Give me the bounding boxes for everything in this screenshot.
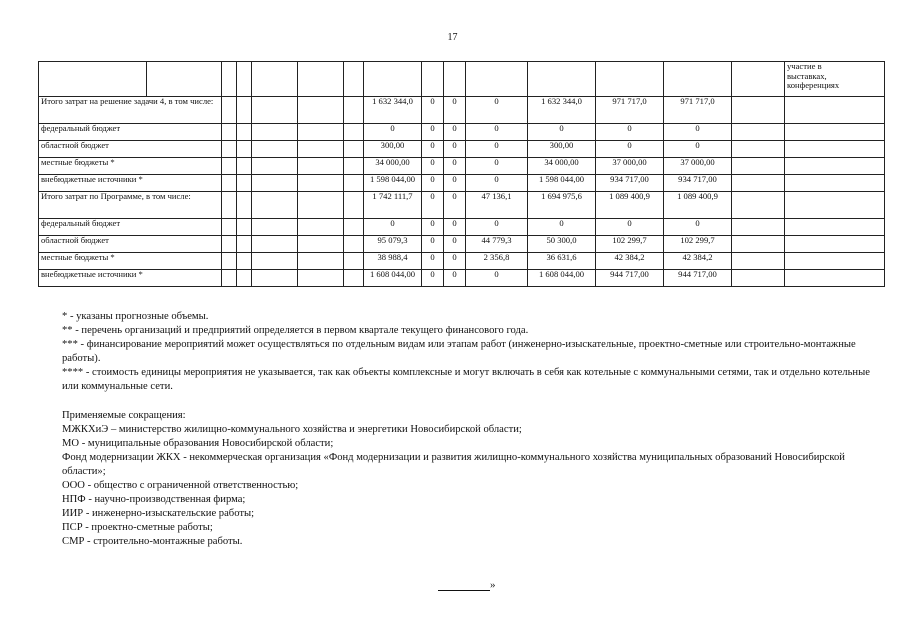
footnote: ** - перечень организаций и предприятий определяется в первом квартале текущего финансового года. — [62, 325, 529, 336]
row-label: областной бюджет — [39, 141, 222, 158]
value-cell: 0 — [444, 192, 466, 219]
table-row — [39, 141, 885, 158]
empty-cell — [298, 236, 344, 253]
value-cell: 934 717,00 — [664, 175, 732, 192]
financing-table — [38, 61, 885, 287]
value-cell: 42 384,2 — [664, 253, 732, 270]
value-cell: 36 631,6 — [528, 253, 596, 270]
empty-cell — [344, 158, 364, 175]
empty-cell — [237, 124, 252, 141]
value-cell: 1 089 400,9 — [596, 192, 664, 219]
value-cell: 1 742 111,7 — [364, 192, 422, 219]
empty-cell — [298, 124, 344, 141]
value-cell: 2 356,8 — [466, 253, 528, 270]
empty-cell — [732, 175, 785, 192]
value-cell: 42 384,2 — [596, 253, 664, 270]
header-note-cell: участие в выставках, конференциях — [785, 62, 885, 97]
empty-cell — [252, 97, 298, 124]
empty-cell — [237, 175, 252, 192]
footnote: *** - финансирование мероприятий может осуществляться по отдельным видам или этапам работ (инженерно-изыскательные, проектно-сметные или строительно-монтажные работы). — [62, 339, 856, 364]
row-label: федеральный бюджет — [39, 124, 222, 141]
empty-cell — [222, 97, 237, 124]
table-row — [39, 158, 885, 175]
empty-cell — [237, 192, 252, 219]
value-cell: 1 608 044,00 — [364, 270, 422, 287]
value-cell: 0 — [596, 219, 664, 236]
value-cell: 0 — [422, 141, 444, 158]
value-cell: 0 — [466, 175, 528, 192]
abbreviation-item: ИИР - инженерно-изыскательские работы; — [62, 508, 255, 519]
empty-cell — [222, 270, 237, 287]
table-row — [39, 124, 885, 141]
row-label: местные бюджеты * — [39, 253, 222, 270]
empty-cell — [344, 124, 364, 141]
value-cell: 0 — [596, 124, 664, 141]
empty-cell — [785, 141, 885, 158]
empty-cell — [252, 236, 298, 253]
empty-cell — [785, 219, 885, 236]
empty-cell — [785, 236, 885, 253]
value-cell: 38 988,4 — [364, 253, 422, 270]
empty-cell — [252, 192, 298, 219]
empty-cell — [252, 219, 298, 236]
empty-cell — [252, 124, 298, 141]
value-cell: 1 632 344,0 — [364, 97, 422, 124]
row-label: местные бюджеты * — [39, 158, 222, 175]
abbreviation-item: МЖКХиЭ – министерство жилищно-коммунального хозяйства и энергетики Новосибирской области; — [62, 424, 522, 435]
value-cell: 34 000,00 — [528, 158, 596, 175]
table-row — [39, 192, 885, 219]
value-cell: 0 — [466, 97, 528, 124]
empty-cell — [237, 270, 252, 287]
value-cell: 0 — [664, 141, 732, 158]
abbreviation-item: НПФ - научно-производственная фирма; — [62, 494, 246, 505]
value-cell: 0 — [422, 270, 444, 287]
empty-cell — [222, 175, 237, 192]
value-cell: 971 717,0 — [596, 97, 664, 124]
empty-cell — [252, 253, 298, 270]
empty-cell — [732, 97, 785, 124]
value-cell: 0 — [444, 270, 466, 287]
value-cell: 0 — [444, 141, 466, 158]
value-cell: 0 — [422, 236, 444, 253]
table-row — [39, 253, 885, 270]
empty-cell — [785, 124, 885, 141]
value-cell: 102 299,7 — [664, 236, 732, 253]
empty-cell — [298, 175, 344, 192]
empty-cell — [732, 192, 785, 219]
value-cell: 0 — [444, 124, 466, 141]
empty-cell — [222, 253, 237, 270]
value-cell: 37 000,00 — [664, 158, 732, 175]
value-cell: 0 — [466, 141, 528, 158]
empty-cell — [222, 141, 237, 158]
empty-cell — [785, 192, 885, 219]
value-cell: 0 — [364, 219, 422, 236]
value-cell: 1 089 400,9 — [664, 192, 732, 219]
empty-cell — [298, 253, 344, 270]
value-cell: 0 — [528, 124, 596, 141]
footnote: * - указаны прогнозные объемы. — [62, 311, 209, 322]
empty-cell — [344, 236, 364, 253]
empty-cell — [252, 175, 298, 192]
empty-cell — [237, 253, 252, 270]
row-label: Итого затрат по Программе, в том числе: — [39, 192, 222, 219]
value-cell: 300,00 — [364, 141, 422, 158]
empty-cell — [298, 158, 344, 175]
value-cell: 0 — [444, 175, 466, 192]
table-row — [39, 236, 885, 253]
value-cell: 95 079,3 — [364, 236, 422, 253]
empty-cell — [785, 97, 885, 124]
table-row — [39, 219, 885, 236]
empty-cell — [732, 253, 785, 270]
value-cell: 0 — [444, 219, 466, 236]
empty-cell — [732, 270, 785, 287]
empty-cell — [785, 270, 885, 287]
empty-cell — [732, 141, 785, 158]
empty-cell — [237, 158, 252, 175]
empty-cell — [344, 141, 364, 158]
row-label: областной бюджет — [39, 236, 222, 253]
value-cell: 300,00 — [528, 141, 596, 158]
empty-cell — [298, 97, 344, 124]
empty-cell — [222, 192, 237, 219]
value-cell: 0 — [466, 270, 528, 287]
value-cell: 0 — [444, 236, 466, 253]
table-row — [39, 97, 885, 124]
abbreviation-item: СМР - строительно-монтажные работы. — [62, 536, 243, 547]
empty-cell — [298, 141, 344, 158]
empty-cell — [237, 219, 252, 236]
value-cell: 934 717,00 — [596, 175, 664, 192]
value-cell: 0 — [596, 141, 664, 158]
value-cell: 37 000,00 — [596, 158, 664, 175]
row-label: внебюджетные источники * — [39, 270, 222, 287]
empty-cell — [237, 236, 252, 253]
value-cell: 44 779,3 — [466, 236, 528, 253]
page-number: 17 — [447, 32, 458, 43]
value-cell: 1 632 344,0 — [528, 97, 596, 124]
row-label: внебюджетные источники * — [39, 175, 222, 192]
value-cell: 0 — [528, 219, 596, 236]
value-cell: 0 — [466, 158, 528, 175]
value-cell: 102 299,7 — [596, 236, 664, 253]
value-cell: 47 136,1 — [466, 192, 528, 219]
row-label: федеральный бюджет — [39, 219, 222, 236]
value-cell: 0 — [364, 124, 422, 141]
empty-cell — [785, 175, 885, 192]
empty-cell — [344, 253, 364, 270]
empty-cell — [732, 158, 785, 175]
value-cell: 0 — [422, 124, 444, 141]
value-cell: 0 — [422, 158, 444, 175]
abbreviation-item: МО - муниципальные образования Новосибирской области; — [62, 438, 334, 449]
empty-cell — [785, 158, 885, 175]
value-cell: 944 717,00 — [664, 270, 732, 287]
value-cell: 50 300,0 — [528, 236, 596, 253]
table-row — [39, 175, 885, 192]
value-cell: 1 694 975,6 — [528, 192, 596, 219]
value-cell: 0 — [444, 97, 466, 124]
empty-cell — [298, 270, 344, 287]
empty-cell — [252, 270, 298, 287]
table-header-row — [39, 62, 885, 97]
signature-line — [438, 579, 490, 591]
empty-cell — [222, 158, 237, 175]
empty-cell — [344, 270, 364, 287]
value-cell: 0 — [422, 219, 444, 236]
value-cell: 971 717,0 — [664, 97, 732, 124]
value-cell: 0 — [422, 97, 444, 124]
empty-cell — [344, 219, 364, 236]
value-cell: 0 — [664, 124, 732, 141]
value-cell: 1 598 044,00 — [528, 175, 596, 192]
value-cell: 0 — [466, 219, 528, 236]
empty-cell — [222, 124, 237, 141]
abbreviations-title: Применяемые сокращения: — [62, 410, 186, 421]
value-cell: 0 — [422, 253, 444, 270]
notes-section — [62, 310, 872, 549]
value-cell: 0 — [422, 175, 444, 192]
value-cell: 0 — [466, 124, 528, 141]
abbreviation-item: ООО - общество с ограниченной ответственностью; — [62, 480, 299, 491]
abbreviation-item: ПСР - проектно-сметные работы; — [62, 522, 213, 533]
empty-cell — [237, 97, 252, 124]
value-cell: 0 — [444, 158, 466, 175]
empty-cell — [298, 219, 344, 236]
empty-cell — [252, 141, 298, 158]
value-cell: 0 — [444, 253, 466, 270]
value-cell: 944 717,00 — [596, 270, 664, 287]
value-cell: 0 — [664, 219, 732, 236]
value-cell: 34 000,00 — [364, 158, 422, 175]
empty-cell — [237, 141, 252, 158]
empty-cell — [298, 192, 344, 219]
closing-mark: » — [438, 579, 496, 591]
value-cell: 0 — [422, 192, 444, 219]
empty-cell — [222, 236, 237, 253]
empty-cell — [732, 124, 785, 141]
row-label: Итого затрат на решение задачи 4, в том числе: — [39, 97, 222, 124]
empty-cell — [732, 236, 785, 253]
empty-cell — [344, 175, 364, 192]
empty-cell — [222, 219, 237, 236]
empty-cell — [344, 97, 364, 124]
footnote: **** - стоимость единицы мероприятия не указывается, так как объекты комплексные и могут включать в себя как котельные с коммунальными сетями, так и отдельно котельные или коммунальные сети. — [62, 367, 870, 392]
value-cell: 1 608 044,00 — [528, 270, 596, 287]
empty-cell — [344, 192, 364, 219]
empty-cell — [252, 158, 298, 175]
table-row — [39, 270, 885, 287]
value-cell: 1 598 044,00 — [364, 175, 422, 192]
empty-cell — [785, 253, 885, 270]
empty-cell — [732, 219, 785, 236]
abbreviation-item: Фонд модернизации ЖКХ - некоммерческая организация «Фонд модернизации и развития жилищно-коммунального хозяйства муниципальных образований Новосибирской области»; — [62, 452, 845, 477]
